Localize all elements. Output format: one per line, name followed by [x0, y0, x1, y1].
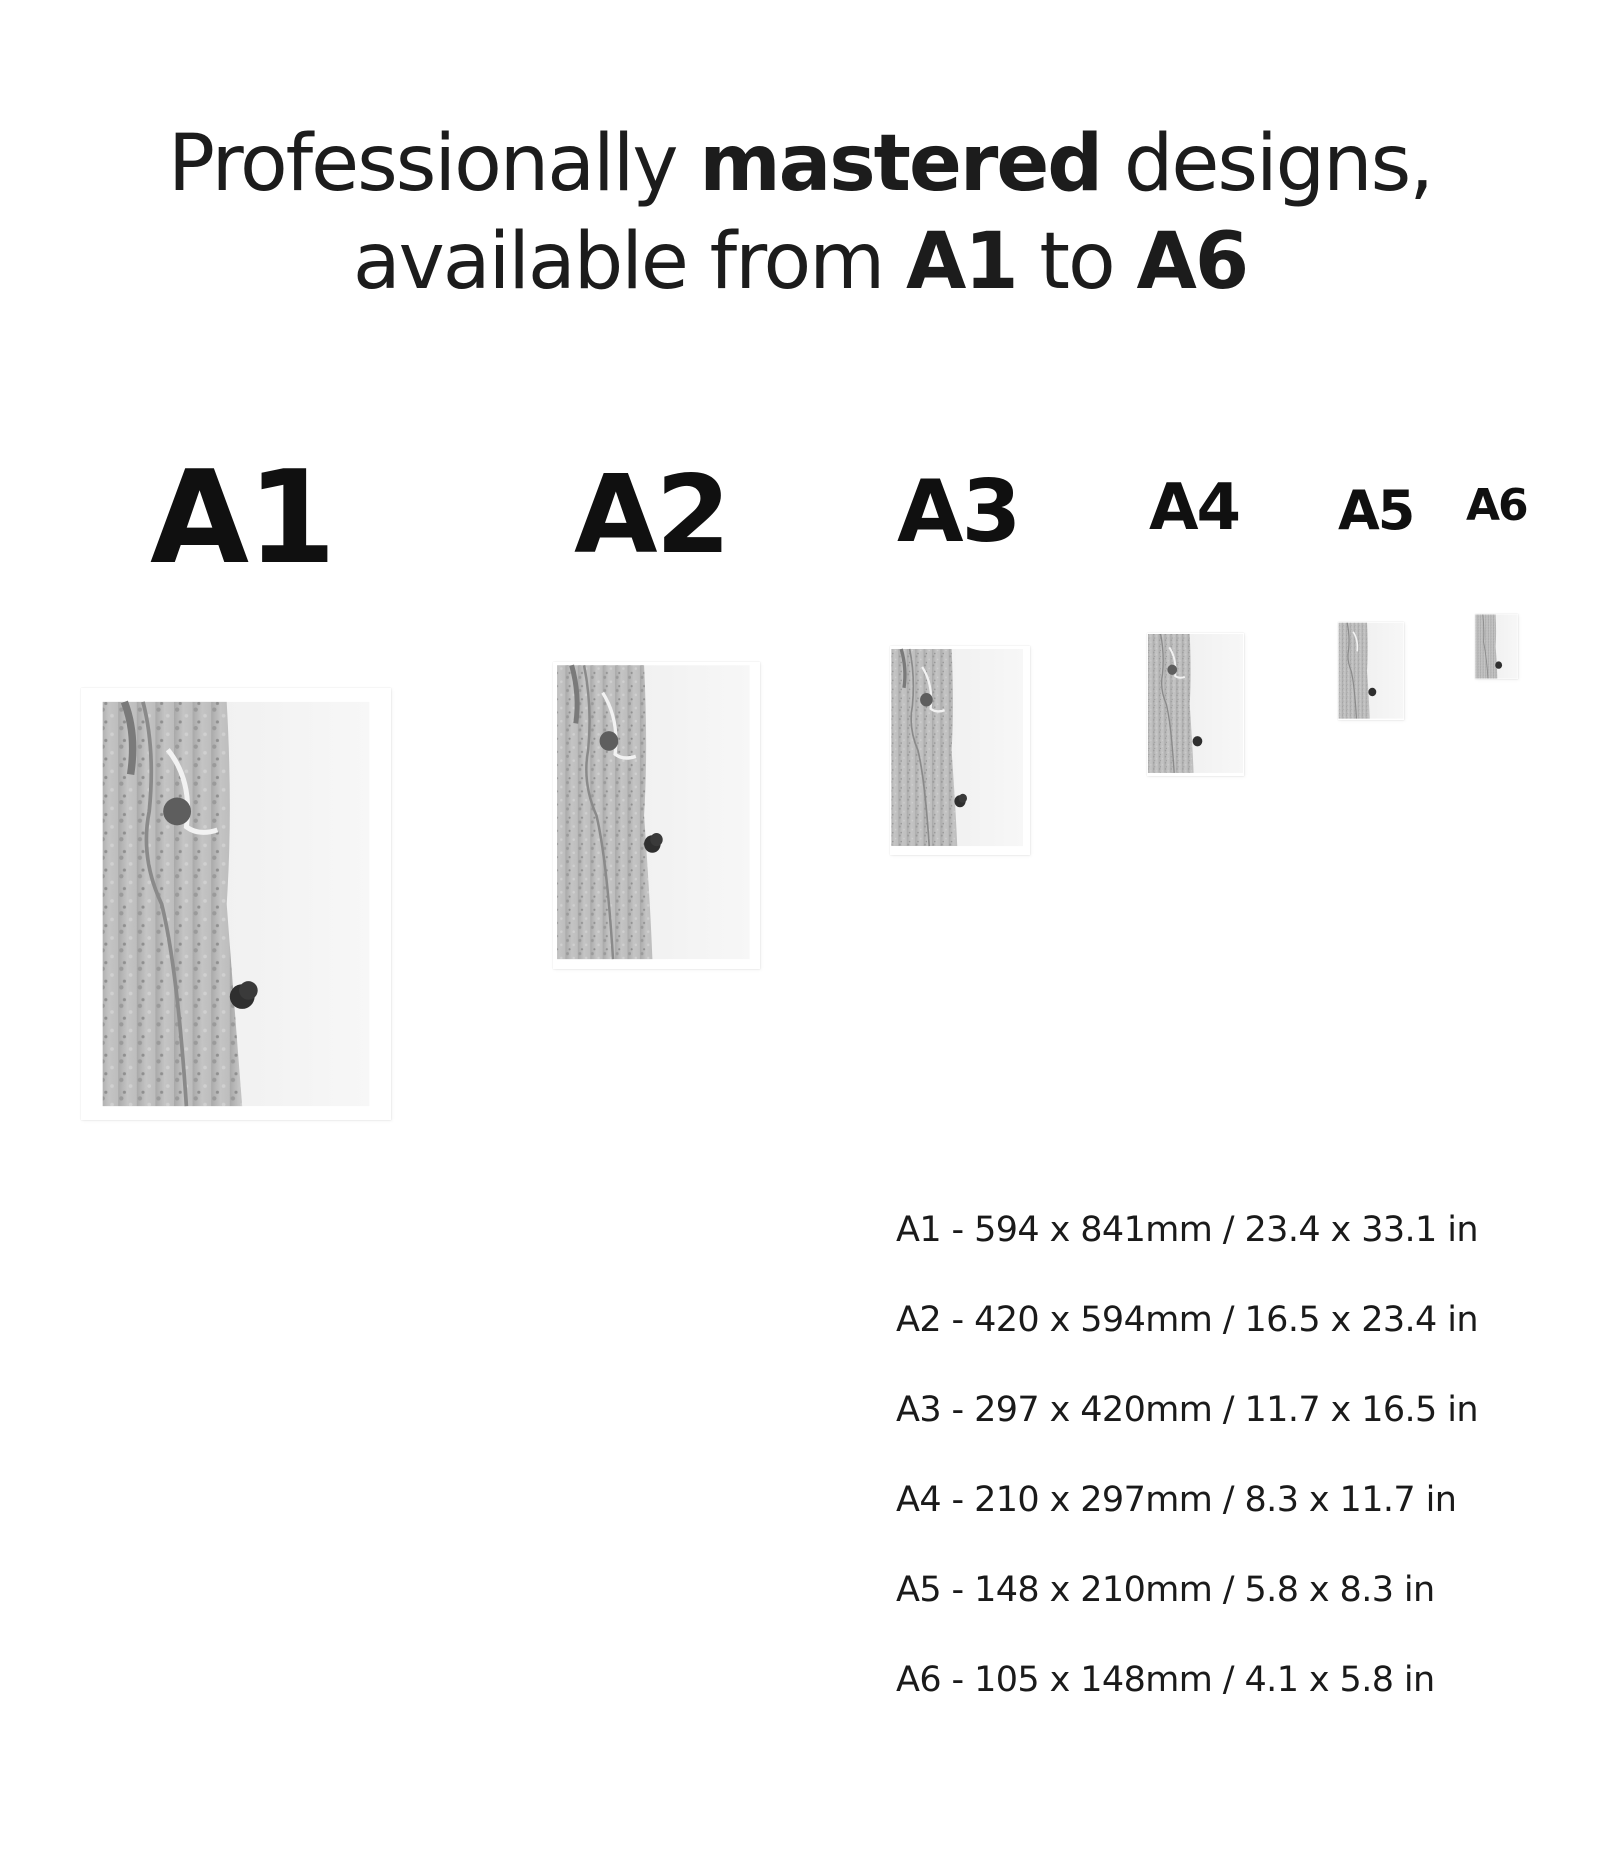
landscape-photo-a6 [1475, 614, 1518, 679]
headline-line-2 [0, 213, 1600, 311]
size-spec-a3: A3 - 297 x 420mm / 11.7 x 16.5 in [896, 1390, 1478, 1430]
headline-text: available from [352, 217, 906, 307]
headline [0, 115, 1600, 311]
poster-a6 [1475, 614, 1518, 679]
poster-a1 [81, 688, 391, 1120]
size-label-a1: A1 [150, 444, 335, 593]
landscape-photo-a4 [1147, 633, 1244, 776]
poster-a4 [1147, 633, 1244, 776]
size-label-a3: A3 [897, 462, 1020, 562]
size-spec-a4: A4 - 210 x 297mm / 8.3 x 11.7 in [896, 1480, 1457, 1520]
headline-text: Professionally [167, 119, 700, 209]
size-spec-a1: A1 - 594 x 841mm / 23.4 x 33.1 in [896, 1210, 1478, 1250]
landscape-photo-a3 [890, 646, 1030, 855]
headline-line-1 [0, 115, 1600, 213]
size-label-a5: A5 [1338, 479, 1414, 542]
poster-a2 [553, 662, 760, 969]
landscape-photo-a1 [81, 688, 391, 1120]
landscape-photo-a5 [1338, 622, 1404, 720]
size-spec-a6: A6 - 105 x 148mm / 4.1 x 5.8 in [896, 1660, 1435, 1700]
size-spec-a5: A5 - 148 x 210mm / 5.8 x 8.3 in [896, 1570, 1435, 1610]
size-specifications-list [896, 1210, 1478, 1750]
size-label-a2: A2 [574, 453, 729, 578]
poster-a5 [1338, 622, 1404, 720]
size-spec-a2: A2 - 420 x 594mm / 16.5 x 23.4 in [896, 1300, 1478, 1340]
headline-text: to [1016, 217, 1137, 307]
headline-emphasis: A6 [1136, 217, 1248, 307]
headline-emphasis: A1 [905, 217, 1017, 307]
headline-text: designs, [1101, 119, 1433, 209]
size-label-a4: A4 [1149, 471, 1240, 545]
headline-emphasis: mastered [699, 119, 1102, 209]
size-label-a6: A6 [1466, 480, 1527, 531]
poster-a3 [890, 646, 1030, 855]
landscape-photo-a2 [553, 662, 760, 969]
